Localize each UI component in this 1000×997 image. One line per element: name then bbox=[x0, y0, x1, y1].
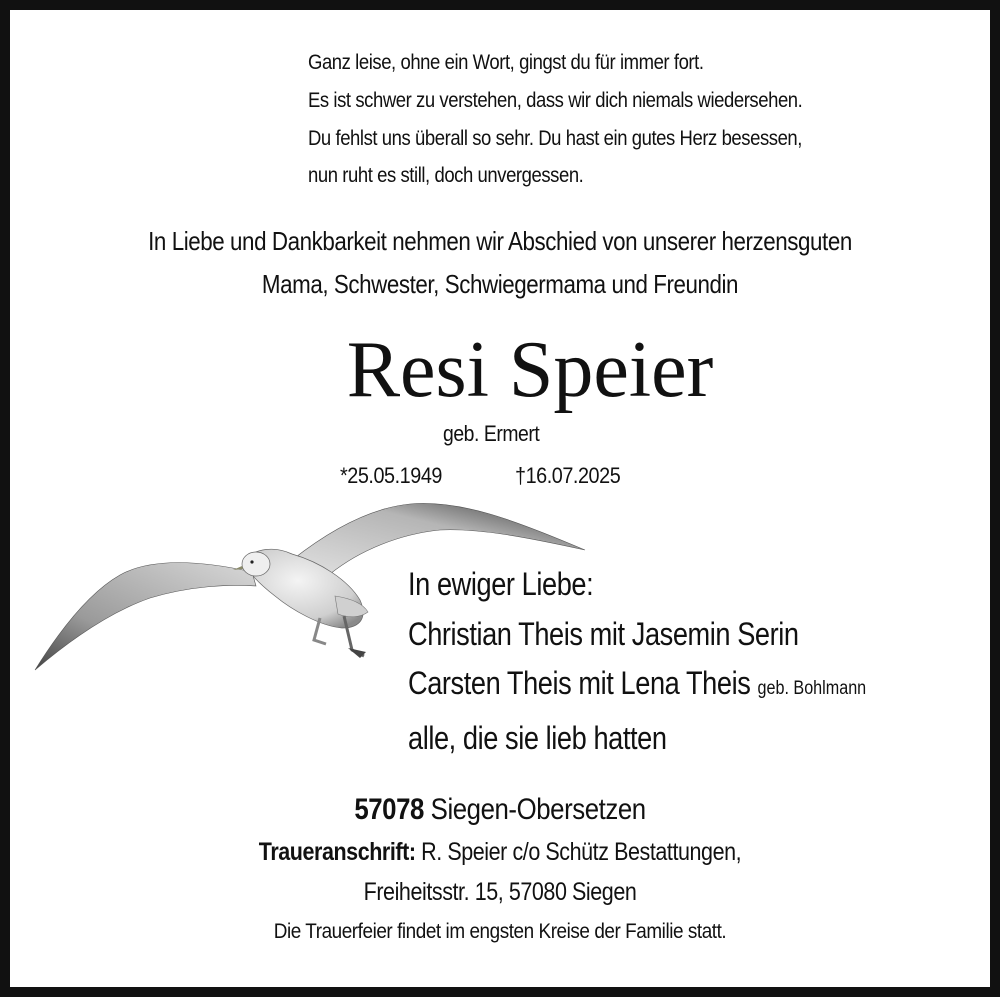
mourning-address-line bbox=[70, 832, 930, 872]
mourner-birth-name: geb. Bohlmann bbox=[757, 678, 867, 699]
poem-line: nun ruht es still, doch unvergessen. bbox=[308, 163, 584, 188]
farewell-intro bbox=[0, 220, 1000, 306]
birth-date: *25.05.1949 bbox=[340, 463, 442, 488]
city-name: Siegen-Obersetzen bbox=[430, 793, 646, 826]
death-date: †16.07.2025 bbox=[515, 463, 621, 488]
poem bbox=[308, 44, 883, 195]
mourner-line-main: Carsten Theis mit Lena Theis bbox=[408, 665, 751, 701]
poem-line: Es ist schwer zu verstehen, dass wir dich niemals wiedersehen. bbox=[308, 87, 803, 112]
intro-line: Mama, Schwester, Schwiegermama und Freundin bbox=[261, 269, 739, 299]
street-line: Freiheitsstr. 15, 57080 Siegen bbox=[363, 878, 637, 906]
mourners-heading: In ewiger Liebe: bbox=[408, 566, 594, 602]
mourners-list bbox=[408, 560, 947, 763]
birth-name: geb. Ermert bbox=[443, 421, 540, 446]
mourner-line: Christian Theis mit Jasemin Serin bbox=[408, 615, 799, 652]
poem-line: Ganz leise, ohne ein Wort, gingst du für immer fort. bbox=[308, 50, 704, 74]
poem-line: Du fehlst uns überall so sehr. Du hast ein gutes Herz besessen, bbox=[308, 125, 803, 150]
mourner-line bbox=[408, 659, 866, 714]
mourning-address-label: Traueranschrift: bbox=[258, 838, 416, 866]
intro-line: In Liebe und Dankbarkeit nehmen wir Abschied von unserer herzensguten bbox=[148, 226, 852, 256]
mourner-line: alle, die sie lieb hatten bbox=[408, 719, 667, 756]
postal-code: 57078 bbox=[354, 793, 424, 826]
place-line bbox=[70, 788, 930, 832]
mourning-address: R. Speier c/o Schütz Bestattungen, bbox=[421, 838, 742, 866]
deceased-name: Resi Speier bbox=[346, 326, 714, 414]
address-block bbox=[0, 788, 1000, 950]
funeral-note: Die Trauerfeier findet im engsten Kreise der Familie statt. bbox=[273, 919, 727, 943]
